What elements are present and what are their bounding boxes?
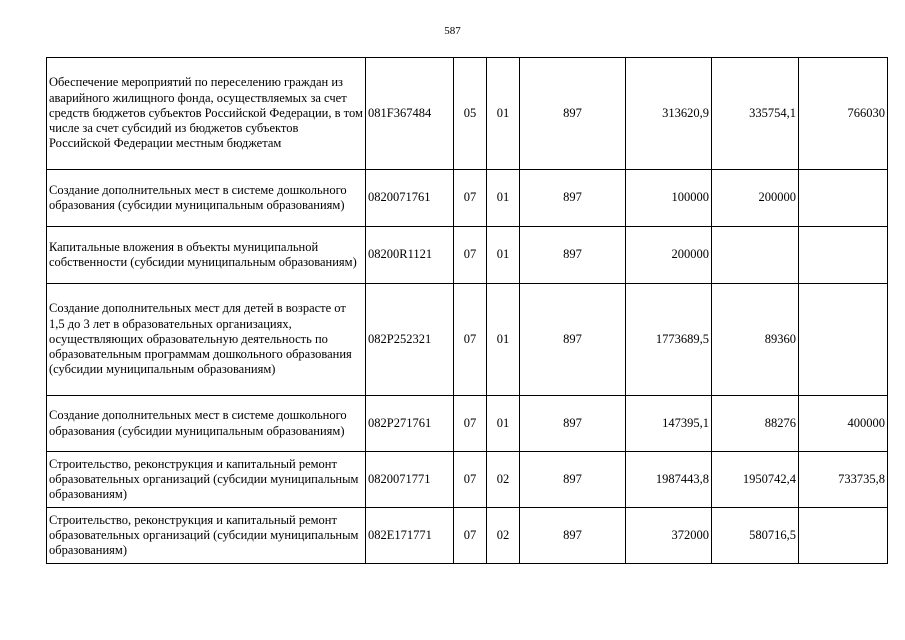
row-name-cell: Строительство, реконструкция и капитальный ремонт образовательных организаций (субсидии муниципальным образованиям) <box>47 452 366 508</box>
amount-year1-cell: 100000 <box>626 170 712 227</box>
amount-year3-cell <box>799 170 888 227</box>
table-row <box>47 227 888 284</box>
section-cell: 07 <box>454 508 487 564</box>
budget-table <box>46 57 888 564</box>
amount-year2-cell: 335754,1 <box>712 58 799 170</box>
amount-year1-cell: 1773689,5 <box>626 284 712 396</box>
row-name-cell: Создание дополнительных мест в системе дошкольного образования (субсидии муниципальным образованиям) <box>47 170 366 227</box>
table-row <box>47 452 888 508</box>
amount-year1-cell: 1987443,8 <box>626 452 712 508</box>
table-row <box>47 58 888 170</box>
table-row <box>47 508 888 564</box>
subsection-cell: 01 <box>487 170 520 227</box>
amount-year3-cell <box>799 284 888 396</box>
administrator-code-cell: 897 <box>520 452 626 508</box>
administrator-code-cell: 897 <box>520 508 626 564</box>
amount-year1-cell: 372000 <box>626 508 712 564</box>
amount-year2-cell: 200000 <box>712 170 799 227</box>
table-row <box>47 396 888 452</box>
row-name-cell: Строительство, реконструкция и капитальный ремонт образовательных организаций (субсидии муниципальным образованиям) <box>47 508 366 564</box>
section-cell: 07 <box>454 227 487 284</box>
target-code-cell: 08200R1121 <box>366 227 454 284</box>
row-name-cell: Капитальные вложения в объекты муниципальной собственности (субсидии муниципальным образованиям) <box>47 227 366 284</box>
section-cell: 05 <box>454 58 487 170</box>
section-cell: 07 <box>454 284 487 396</box>
subsection-cell: 02 <box>487 452 520 508</box>
row-name-cell: Создание дополнительных мест для детей в возрасте от 1,5 до 3 лет в образовательных организациях, осуществляющих образовательную деятельность по образовательным программам дошкольного образования (субсидии муниципальным образованиям) <box>47 284 366 396</box>
target-code-cell: 082E171771 <box>366 508 454 564</box>
amount-year3-cell: 733735,8 <box>799 452 888 508</box>
subsection-cell: 01 <box>487 58 520 170</box>
subsection-cell: 01 <box>487 284 520 396</box>
page-number: 587 <box>444 25 461 37</box>
section-cell: 07 <box>454 170 487 227</box>
amount-year1-cell: 147395,1 <box>626 396 712 452</box>
section-cell: 07 <box>454 396 487 452</box>
administrator-code-cell: 897 <box>520 284 626 396</box>
subsection-cell: 01 <box>487 396 520 452</box>
amount-year2-cell: 88276 <box>712 396 799 452</box>
row-name-cell: Создание дополнительных мест в системе дошкольного образования (субсидии муниципальным образованиям) <box>47 396 366 452</box>
table-row <box>47 284 888 396</box>
amount-year2-cell: 1950742,4 <box>712 452 799 508</box>
amount-year3-cell <box>799 508 888 564</box>
administrator-code-cell: 897 <box>520 170 626 227</box>
row-name-cell: Обеспечение мероприятий по переселению граждан из аварийного жилищного фонда, осуществляемых за счет средств бюджетов субъектов Российской Федерации, в том числе за счет субсидий из бюджетов субъектов Российской Федерации местным бюджетам <box>47 58 366 170</box>
administrator-code-cell: 897 <box>520 227 626 284</box>
amount-year2-cell <box>712 227 799 284</box>
amount-year1-cell: 313620,9 <box>626 58 712 170</box>
administrator-code-cell: 897 <box>520 58 626 170</box>
subsection-cell: 01 <box>487 227 520 284</box>
amount-year3-cell <box>799 227 888 284</box>
amount-year1-cell: 200000 <box>626 227 712 284</box>
subsection-cell: 02 <box>487 508 520 564</box>
target-code-cell: 082P271761 <box>366 396 454 452</box>
amount-year3-cell: 766030 <box>799 58 888 170</box>
amount-year2-cell: 580716,5 <box>712 508 799 564</box>
administrator-code-cell: 897 <box>520 396 626 452</box>
amount-year2-cell: 89360 <box>712 284 799 396</box>
table-row <box>47 170 888 227</box>
amount-year3-cell: 400000 <box>799 396 888 452</box>
target-code-cell: 081F367484 <box>366 58 454 170</box>
target-code-cell: 0820071771 <box>366 452 454 508</box>
target-code-cell: 082P252321 <box>366 284 454 396</box>
target-code-cell: 0820071761 <box>366 170 454 227</box>
section-cell: 07 <box>454 452 487 508</box>
